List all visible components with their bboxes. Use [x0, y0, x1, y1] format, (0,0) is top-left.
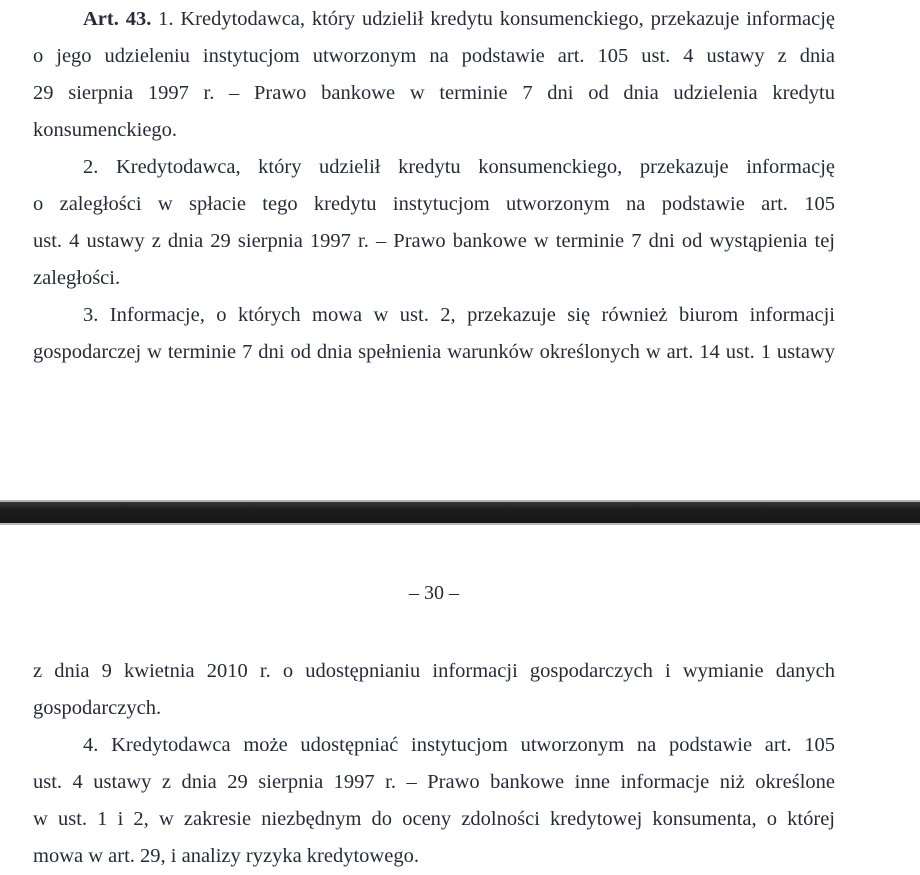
- art-43-ust-4-line-1: 4. Kredytodawca może udostępniać instytucjom utworzonym na podstawie art. 105: [83, 734, 835, 756]
- art-43-ust-1-line-3: 29 sierpnia 1997 r. – Prawo bankowe w terminie 7 dni od dnia udzielenia kredytu: [33, 82, 835, 104]
- art-43-ust-1-line-1: [33, 1, 835, 38]
- art-43-bold-label: Art. 43.: [83, 8, 152, 30]
- art-43-ust-2-line-2: o zaległości w spłacie tego kredytu instytucjom utworzonym na podstawie art. 105: [33, 193, 835, 215]
- art-43-ust-3-line-2: gospodarczej w terminie 7 dni od dnia spełnienia warunków określonych w art. 14 ust. 1 ustawy: [33, 341, 835, 363]
- art-43-ust-4-line-4: mowa w art. 29, i analizy ryzyka kredytowego.: [33, 845, 419, 867]
- page-30-text-block: [33, 653, 835, 875]
- art-43-ust-4-line-3: w ust. 1 i 2, w zakresie niezbędnym do oceny zdolności kredytowej konsumenta, o której: [33, 808, 835, 830]
- art-43-ust-2-line-3: ust. 4 ustawy z dnia 29 sierpnia 1997 r. – Prawo bankowe w terminie 7 dni od wystąpienia tej: [33, 230, 835, 252]
- page-break-bar: [0, 500, 920, 525]
- art-43-ust-4-line-2: ust. 4 ustawy z dnia 29 sierpnia 1997 r. – Prawo bankowe inne informacje niż określone: [33, 771, 835, 793]
- art-43-ust-2-line-1: 2. Kredytodawca, który udzielił kredytu konsumenckiego, przekazuje informację: [83, 156, 835, 178]
- page-29-text-block: [33, 1, 835, 371]
- page-number: – 30 –: [409, 582, 459, 604]
- art-43-ust-1-line-4: konsumenckiego.: [33, 119, 178, 141]
- art-43-ust-1-line-1-text: 1. Kredytodawca, który udzielił kredytu konsumenckiego, przekazuje informację: [151, 8, 835, 30]
- art-43-ust-3-line-1: 3. Informacje, o których mowa w ust. 2, przekazuje się również biurom informacji: [83, 304, 835, 326]
- art-43-ust-1-line-2: o jego udzieleniu instytucjom utworzonym na podstawie art. 105 ust. 4 ustawy z dnia: [33, 45, 835, 67]
- art-43-ust-3-cont-line-2: gospodarczych.: [33, 697, 162, 719]
- art-43-ust-2-line-4: zaległości.: [33, 267, 121, 289]
- art-43-ust-3-cont-line-1: z dnia 9 kwietnia 2010 r. o udostępnianiu informacji gospodarczych i wymianie danych: [33, 660, 835, 682]
- page-30-fragment: [0, 526, 920, 867]
